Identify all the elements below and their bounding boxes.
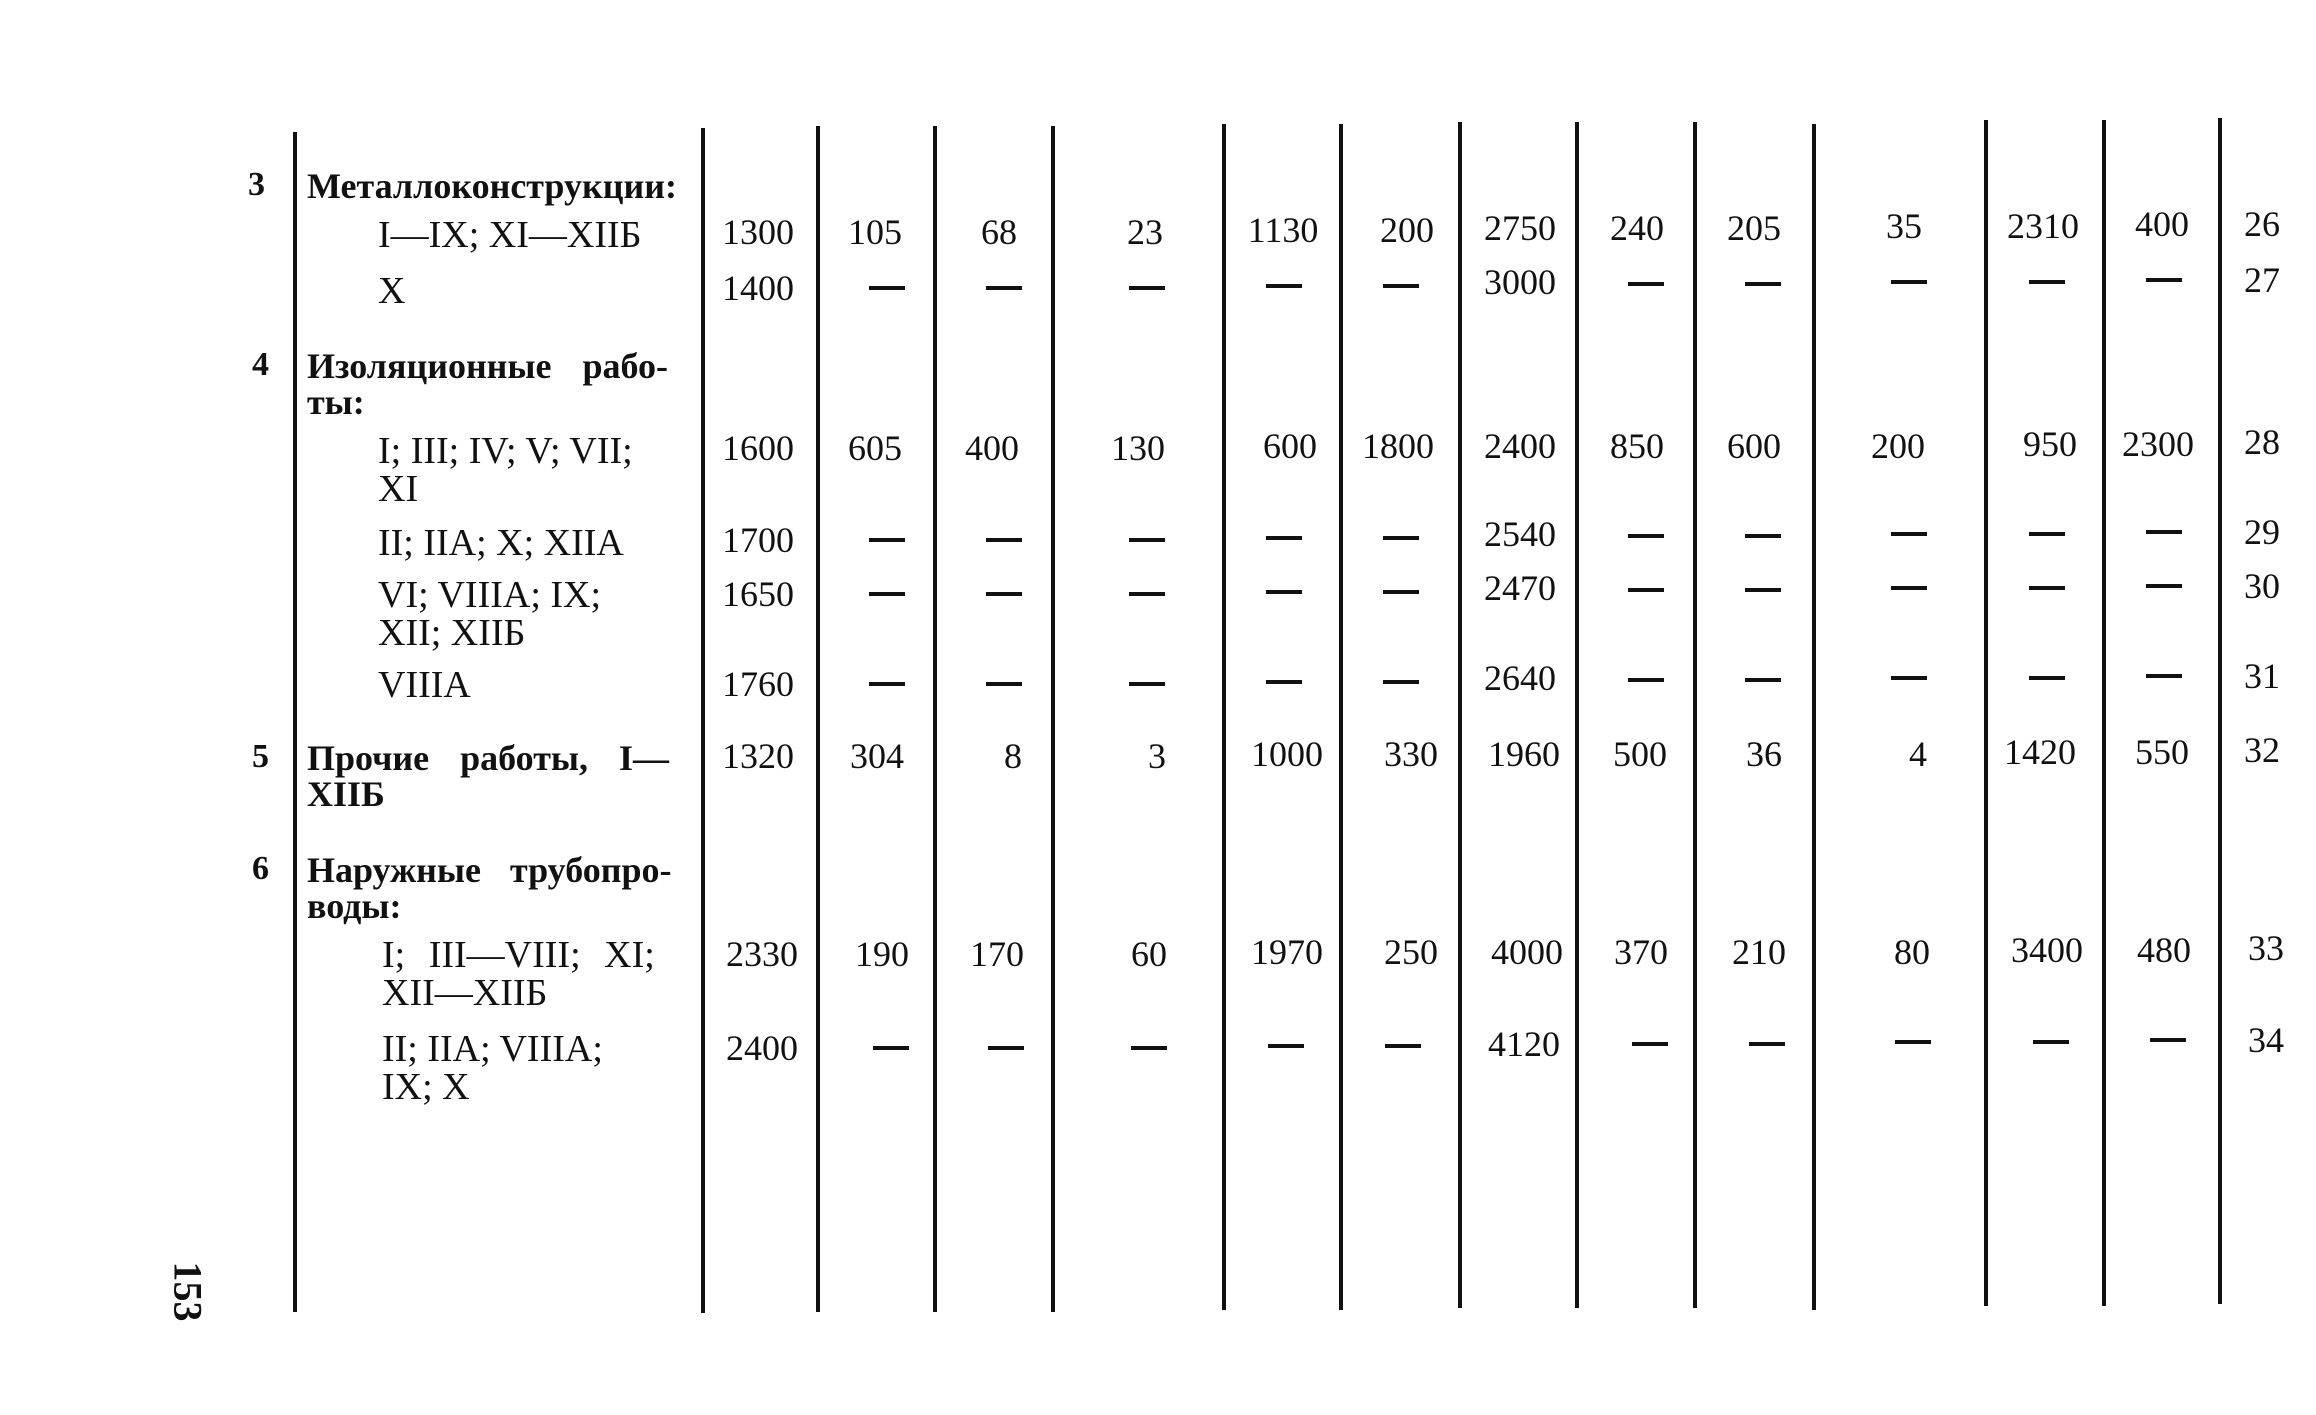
section-title: ты: [307,382,365,422]
cell: 950 [2023,424,2077,464]
cell: 80 [1894,932,1930,972]
cell: 500 [1613,734,1667,774]
section-title: Металлоконструкции: [307,166,677,206]
section-number: 4 [252,346,269,383]
cell: 130 [1111,428,1165,468]
cell: 480 [2137,930,2191,970]
column-rule [933,126,937,1312]
cell: 550 [2135,732,2189,772]
cell: 1000 [1251,734,1323,774]
section-number: 5 [252,738,269,775]
row-label: XI [378,468,419,510]
column-rule [1984,120,1988,1306]
empty-dash [1266,536,1302,540]
empty-dash [1745,678,1781,682]
empty-dash [1628,678,1664,682]
cell: 200 [1380,210,1434,250]
empty-dash [1385,1044,1421,1048]
section-title: Наружные трубопро- [307,850,672,890]
empty-dash [1383,284,1419,288]
empty-dash [2146,530,2182,534]
empty-dash [1129,286,1165,290]
cell: 605 [848,428,902,468]
cell: 1600 [722,428,794,468]
row-label: Прочие работы, I— [307,738,669,778]
empty-dash [1131,1046,1167,1050]
row-label: II; IIA; VIIIA; [382,1028,603,1070]
cell: 60 [1131,934,1167,974]
cell: 1300 [722,212,794,252]
cell: 250 [1384,932,1438,972]
cell: 400 [2135,204,2189,244]
cell: 1800 [1362,426,1434,466]
empty-dash [986,286,1022,290]
cell: 600 [1263,426,1317,466]
cell: 1130 [1247,210,1319,250]
empty-dash [869,538,905,542]
empty-dash [1628,534,1664,538]
row-label: XIIБ [307,774,385,814]
empty-dash [1628,282,1664,286]
cell: 105 [848,212,902,252]
empty-dash [1745,534,1781,538]
cell: 2300 [2122,424,2194,464]
row-number: 30 [2244,566,2280,606]
cell: 2640 [1484,658,1556,698]
column-rule [2218,118,2222,1304]
row-label: I; III; IV; V; VII; [378,430,633,472]
column-rule [1339,124,1343,1310]
cell: 1970 [1251,932,1323,972]
cell: 2540 [1484,514,1556,554]
row-label: I; III—VIII; XI; [382,934,655,976]
cell: 2470 [1484,568,1556,608]
column-rule [293,132,297,1312]
empty-dash [2033,1040,2069,1044]
empty-dash [1891,676,1927,680]
empty-dash [1266,590,1302,594]
cell: 1650 [722,574,794,614]
empty-dash [2146,674,2182,678]
row-label: VI; VIIIA; IX; [378,574,602,616]
cell: 1420 [2004,732,2076,772]
cell: 400 [965,428,1019,468]
cell: 3400 [2011,930,2083,970]
empty-dash [986,538,1022,542]
empty-dash [2029,586,2065,590]
row-number: 31 [2244,656,2280,696]
cell: 210 [1732,932,1786,972]
empty-dash [869,286,905,290]
empty-dash [1383,536,1419,540]
cell: 600 [1727,426,1781,466]
empty-dash [988,1046,1024,1050]
row-label: II; IIA; X; XIIA [378,522,624,564]
cell: 3000 [1484,262,1556,302]
cell: 68 [981,212,1017,252]
empty-dash [1383,590,1419,594]
column-rule [1458,122,1462,1308]
empty-dash [1129,592,1165,596]
column-rule [1575,122,1579,1308]
column-rule [1693,122,1697,1308]
empty-dash [1266,680,1302,684]
empty-dash [1895,1040,1931,1044]
empty-dash [1745,282,1781,286]
empty-dash [2029,280,2065,284]
row-number: 28 [2244,422,2280,462]
empty-dash [1129,682,1165,686]
cell: 1320 [722,736,794,776]
empty-dash [2146,278,2182,282]
cell: 2330 [726,934,798,974]
cell: 170 [970,934,1024,974]
cell: 1760 [722,664,794,704]
section-title: воды: [307,886,402,926]
cell: 200 [1871,426,1925,466]
row-number: 33 [2248,928,2284,968]
cell: 1960 [1488,734,1560,774]
empty-dash [2150,1038,2186,1042]
empty-dash [1266,284,1302,288]
empty-dash [986,592,1022,596]
empty-dash [869,682,905,686]
row-label: VIIIA [378,664,471,706]
cell: 330 [1384,734,1438,774]
row-label: XII—XIIБ [382,972,548,1014]
row-label: XII; XIIБ [378,612,526,654]
empty-dash [2029,676,2065,680]
column-rule [701,128,705,1313]
cell: 3 [1148,736,1166,776]
section-title: Изоляционные рабо- [307,346,669,386]
empty-dash [1891,532,1927,536]
cell: 1700 [722,520,794,560]
column-rule [816,126,820,1312]
cell: 2750 [1484,208,1556,248]
empty-dash [1628,588,1664,592]
empty-dash [1749,1042,1785,1046]
cell: 4120 [1488,1024,1560,1064]
empty-dash [2029,532,2065,536]
cell: 35 [1886,206,1922,246]
column-rule [2102,120,2106,1306]
cell: 2400 [1484,426,1556,466]
cell: 205 [1727,208,1781,248]
row-number: 29 [2244,512,2280,552]
row-number: 32 [2244,730,2280,770]
row-label: X [378,270,406,312]
cell: 240 [1610,208,1664,248]
empty-dash [1891,586,1927,590]
empty-dash [1129,538,1165,542]
row-label: I—IX; XI—XIIБ [378,214,642,256]
page-number: 153 [165,1261,211,1322]
row-label: IX; X [382,1066,470,1108]
empty-dash [986,682,1022,686]
cell: 8 [1004,736,1022,776]
cell: 1400 [722,268,794,308]
column-rule [1051,126,1055,1312]
cell: 190 [855,934,909,974]
row-number: 34 [2248,1020,2284,1060]
section-number: 6 [252,850,269,887]
empty-dash [869,592,905,596]
empty-dash [1891,280,1927,284]
empty-dash [2146,584,2182,588]
row-number: 27 [2244,260,2280,300]
empty-dash [873,1046,909,1050]
column-rule [1812,124,1816,1310]
cell: 23 [1127,212,1163,252]
cell: 370 [1614,932,1668,972]
cell: 2400 [726,1028,798,1068]
cell: 304 [850,736,904,776]
empty-dash [1383,680,1419,684]
cell: 850 [1610,426,1664,466]
cell: 4 [1909,734,1927,774]
section-number: 3 [248,166,265,203]
cell: 2310 [2007,206,2079,246]
empty-dash [1745,588,1781,592]
empty-dash [1632,1042,1668,1046]
row-number: 26 [2244,204,2280,244]
column-rule [1222,124,1226,1310]
empty-dash [1268,1044,1304,1048]
cell: 4000 [1491,932,1563,972]
cell: 36 [1746,734,1782,774]
